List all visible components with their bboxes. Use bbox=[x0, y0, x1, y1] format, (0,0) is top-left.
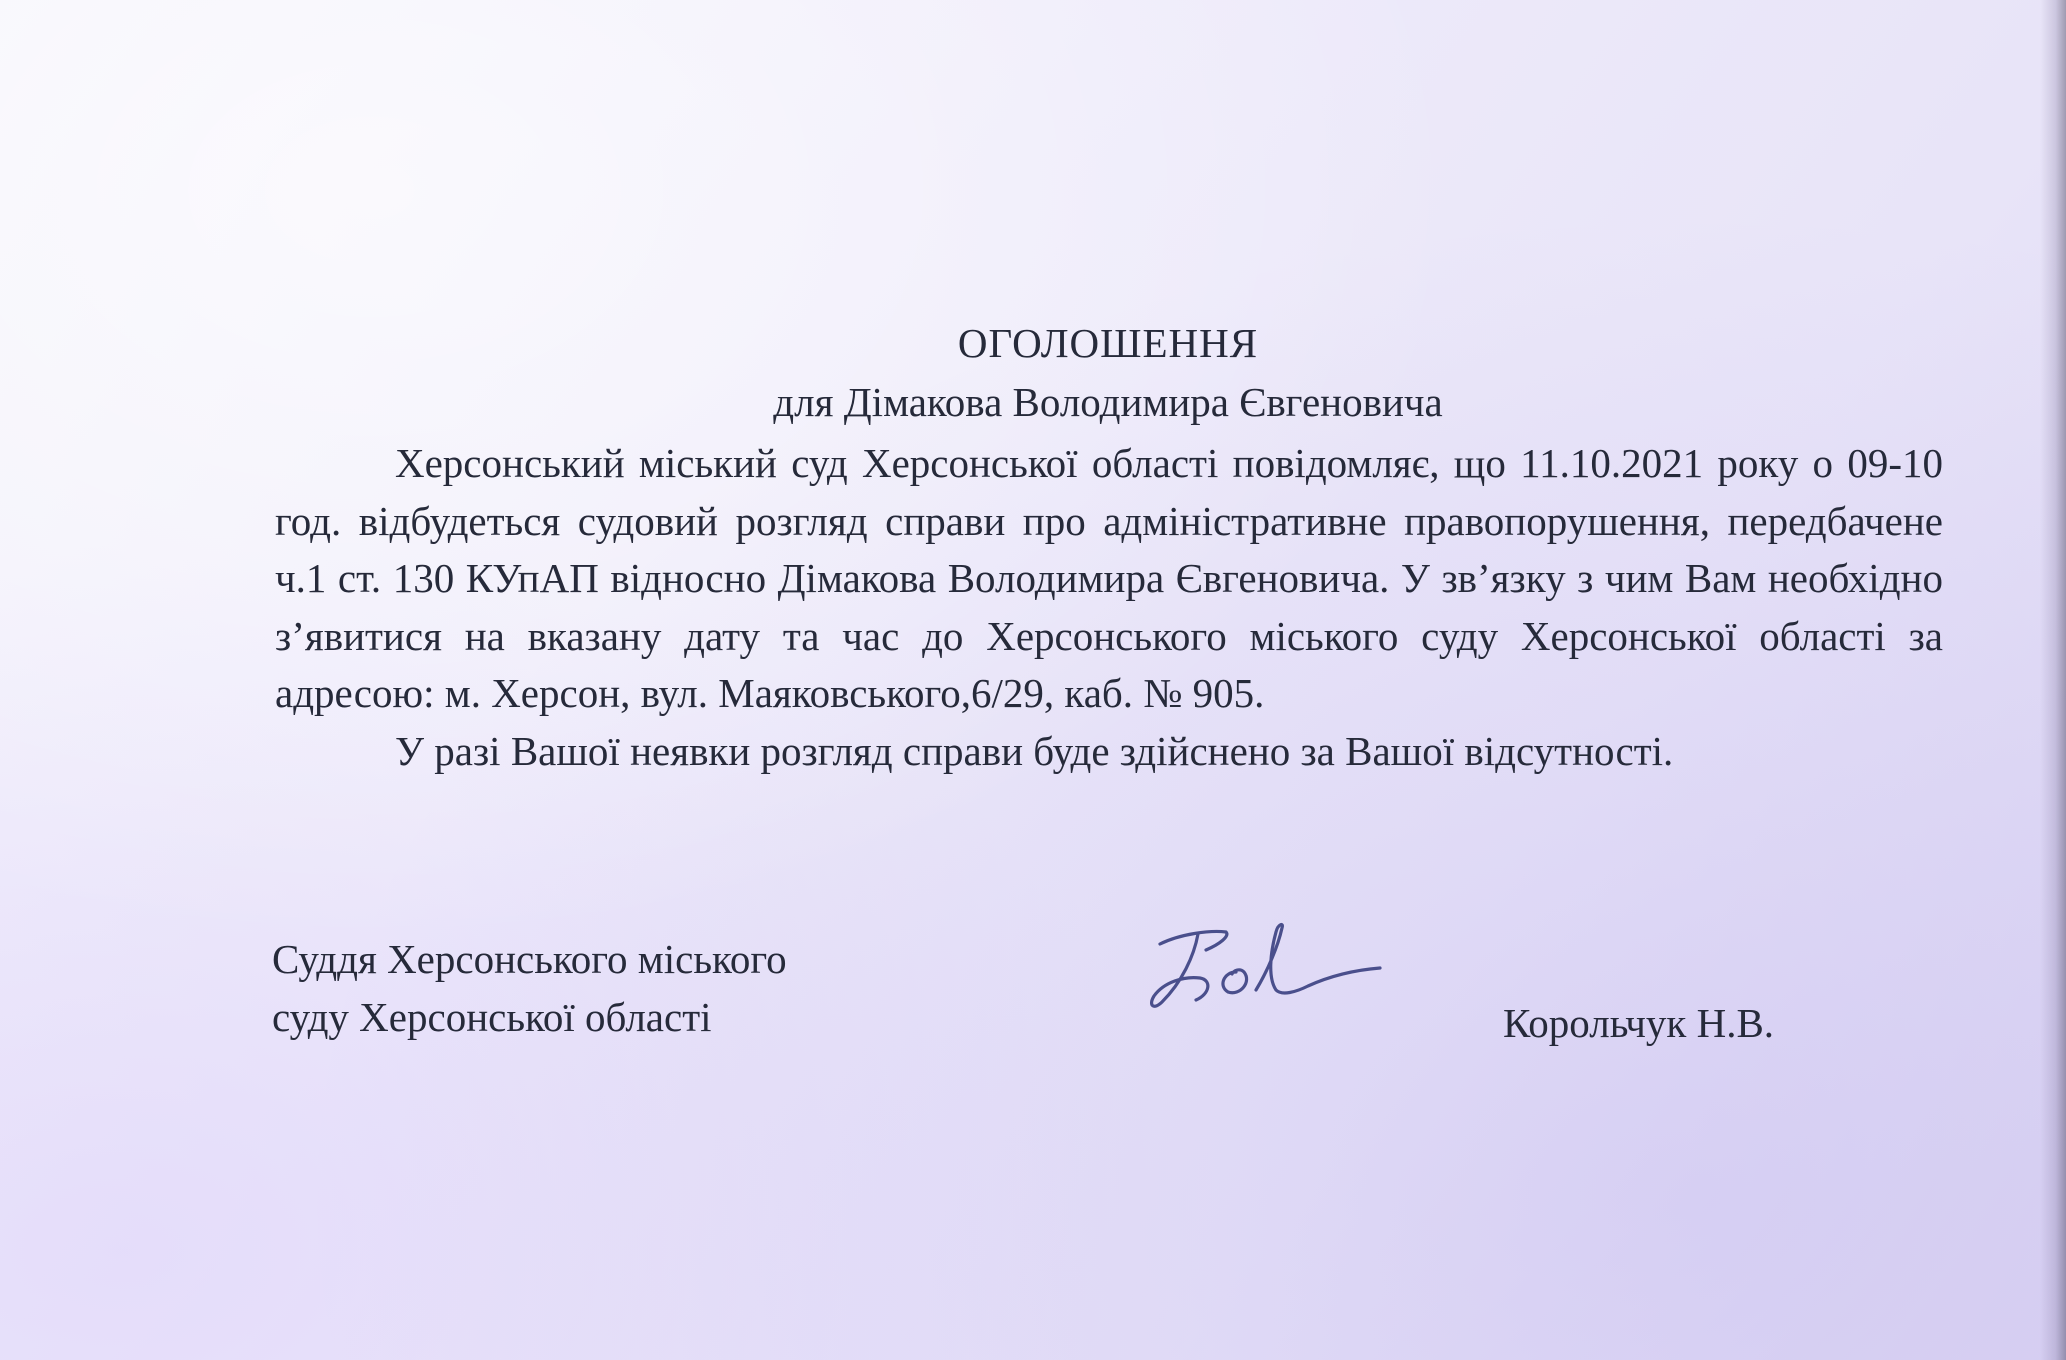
document-subtitle: для Дімакова Володимира Євгеновича bbox=[773, 379, 1443, 425]
judge-name: Корольчук Н.В. bbox=[1503, 1000, 1775, 1046]
handwritten-signature bbox=[1140, 910, 1390, 1020]
notice-paragraph: Херсонський міський суд Херсонської області повідомляє, що 11.10.2021 року о 09-10 год. відбудеться судовий розгляд справи про адміністративне правопорушення, передбачене ч.1 ст. 130 КУпАП відносно Дімакова Володимира Євгеновича. У зв’язку з чим Вам необхідно з’явитися на вказану дату та час до Херсонського міського суду Херсонської області за адресою: м. Херсон, вул. Маяковського,6/29, каб. № 905. bbox=[275, 440, 1943, 716]
judge-title-block bbox=[272, 930, 787, 1046]
signature-stroke-3 bbox=[1223, 970, 1247, 993]
absence-warning-paragraph: У разі Вашої неявки розгляд справи буде здійснено за Вашої відсутності. bbox=[395, 727, 1674, 774]
document-body bbox=[275, 435, 1943, 780]
document-title: ОГОЛОШЕННЯ bbox=[957, 320, 1259, 366]
signature-stroke-4 bbox=[1256, 925, 1380, 993]
judge-title-line-2: суду Херсонської області bbox=[272, 994, 712, 1040]
page-edge-shadow bbox=[2040, 0, 2066, 1360]
judge-title-line-1: Суддя Херсонського міського bbox=[272, 936, 787, 982]
